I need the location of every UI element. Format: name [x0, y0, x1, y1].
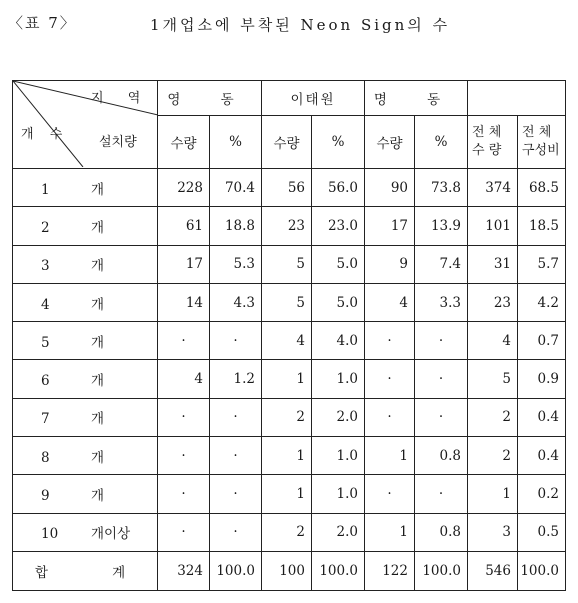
total-yd-q: 324	[158, 551, 210, 590]
row-count: 5	[41, 334, 50, 351]
total-label: 합 계	[13, 551, 158, 590]
cell-it-p: 4.0	[312, 322, 365, 360]
region-header-yeongdong: 영 동	[158, 81, 262, 116]
cell-md-p: 13.9	[415, 207, 468, 245]
table-row	[13, 398, 566, 436]
row-label	[13, 283, 158, 321]
table-row	[13, 283, 566, 321]
region-label: 지 역	[91, 91, 151, 106]
total-it-p: 100.0	[312, 551, 365, 590]
cell-md-q: 17	[365, 207, 415, 245]
row-unit: 개	[91, 411, 105, 428]
row-unit: 개	[91, 296, 105, 313]
region-header-itaewon: 이태원	[262, 81, 365, 116]
cell-yd-q: ·	[158, 513, 210, 551]
cell-tot-p: 0.4	[518, 398, 566, 436]
cell-md-p: 73.8	[415, 169, 468, 207]
row-count: 2	[41, 219, 50, 236]
cell-yd-p: 18.8	[210, 207, 262, 245]
table-row	[13, 437, 566, 475]
neon-sign-table	[12, 80, 566, 591]
cell-yd-p: ·	[210, 322, 262, 360]
row-unit: 개	[91, 373, 105, 390]
total-header-blank	[468, 81, 566, 116]
cell-yd-q: 228	[158, 169, 210, 207]
subheader-qty: 수량	[365, 116, 415, 169]
row-count: 9	[41, 488, 50, 505]
cell-it-q: 23	[262, 207, 312, 245]
cell-it-p: 2.0	[312, 398, 365, 436]
table-row	[13, 360, 566, 398]
subheader-pct: %	[415, 116, 468, 169]
table-row	[13, 475, 566, 513]
cell-yd-q: ·	[158, 437, 210, 475]
cell-tot-q: 2	[468, 437, 518, 475]
cell-tot-q: 3	[468, 513, 518, 551]
cell-it-p: 1.0	[312, 360, 365, 398]
subheader-qty: 수량	[262, 116, 312, 169]
cell-md-p: 0.8	[415, 513, 468, 551]
region-header-myeongdong: 명 동	[365, 81, 468, 116]
cell-yd-q: ·	[158, 475, 210, 513]
cell-yd-p: ·	[210, 475, 262, 513]
subheader-total-ratio-line2: 구성비	[522, 143, 560, 158]
subheader-qty: 수량	[158, 116, 210, 169]
cell-md-q: ·	[365, 322, 415, 360]
count-label: 개 수	[21, 127, 69, 142]
table-row	[13, 513, 566, 551]
cell-tot-q: 31	[468, 245, 518, 283]
cell-tot-p: 0.9	[518, 360, 566, 398]
row-unit: 개	[91, 488, 105, 505]
row-count: 10	[41, 526, 59, 543]
cell-yd-q: 17	[158, 245, 210, 283]
cell-tot-q: 23	[468, 283, 518, 321]
total-md-q: 122	[365, 551, 415, 590]
cell-md-p: 0.8	[415, 437, 468, 475]
subheader-total-ratio-line1: 전 체	[522, 125, 552, 140]
row-label	[13, 169, 158, 207]
cell-it-p: 5.0	[312, 245, 365, 283]
cell-tot-q: 1	[468, 475, 518, 513]
cell-it-q: 5	[262, 283, 312, 321]
cell-tot-q: 5	[468, 360, 518, 398]
subheader-total-qty-line1: 전 체	[472, 125, 502, 140]
cell-md-p: 3.3	[415, 283, 468, 321]
cell-tot-q: 101	[468, 207, 518, 245]
cell-it-q: 2	[262, 513, 312, 551]
cell-tot-p: 18.5	[518, 207, 566, 245]
cell-it-p: 56.0	[312, 169, 365, 207]
cell-yd-p: 4.3	[210, 283, 262, 321]
cell-tot-q: 2	[468, 398, 518, 436]
subheader-total-ratio	[518, 116, 566, 169]
row-label	[13, 437, 158, 475]
table-label: 〈표 7〉	[8, 14, 77, 32]
cell-yd-p: ·	[210, 513, 262, 551]
cell-md-p: ·	[415, 360, 468, 398]
row-unit: 개	[91, 219, 105, 236]
row-unit: 개	[91, 449, 105, 466]
table-row	[13, 322, 566, 360]
subheader-pct: %	[210, 116, 262, 169]
row-label	[13, 398, 158, 436]
cell-it-p: 5.0	[312, 283, 365, 321]
cell-md-q: ·	[365, 475, 415, 513]
cell-yd-p: 70.4	[210, 169, 262, 207]
cell-md-p: ·	[415, 475, 468, 513]
cell-md-q: 4	[365, 283, 415, 321]
cell-it-p: 1.0	[312, 475, 365, 513]
setcount-label: 설치량	[99, 135, 137, 150]
cell-it-q: 5	[262, 245, 312, 283]
cell-md-q: 1	[365, 437, 415, 475]
total-it-q: 100	[262, 551, 312, 590]
cell-tot-q: 4	[468, 322, 518, 360]
cell-it-p: 1.0	[312, 437, 365, 475]
cell-tot-p: 0.2	[518, 475, 566, 513]
cell-yd-p: ·	[210, 398, 262, 436]
cell-tot-q: 374	[468, 169, 518, 207]
total-md-p: 100.0	[415, 551, 468, 590]
row-label	[13, 360, 158, 398]
cell-md-q: 9	[365, 245, 415, 283]
cell-it-p: 23.0	[312, 207, 365, 245]
row-label	[13, 513, 158, 551]
subheader-total-qty	[468, 116, 518, 169]
cell-yd-q: ·	[158, 398, 210, 436]
row-label	[13, 245, 158, 283]
cell-tot-p: 68.5	[518, 169, 566, 207]
row-unit: 개	[91, 181, 105, 198]
row-count: 8	[41, 449, 50, 466]
cell-it-q: 56	[262, 169, 312, 207]
cell-it-p: 2.0	[312, 513, 365, 551]
row-count: 7	[41, 411, 50, 428]
cell-yd-p: 1.2	[210, 360, 262, 398]
row-label	[13, 475, 158, 513]
total-tot-p: 100.0	[518, 551, 566, 590]
cell-md-q: ·	[365, 360, 415, 398]
cell-it-q: 2	[262, 398, 312, 436]
row-count: 4	[41, 296, 50, 313]
total-row	[13, 551, 566, 590]
cell-tot-p: 4.2	[518, 283, 566, 321]
table-row	[13, 207, 566, 245]
cell-yd-q: ·	[158, 322, 210, 360]
cell-tot-p: 0.4	[518, 437, 566, 475]
cell-yd-q: 14	[158, 283, 210, 321]
row-count: 1	[41, 181, 50, 198]
row-unit: 개	[91, 258, 105, 275]
cell-tot-p: 0.5	[518, 513, 566, 551]
cell-it-q: 4	[262, 322, 312, 360]
cell-tot-p: 5.7	[518, 245, 566, 283]
cell-it-q: 1	[262, 475, 312, 513]
cell-yd-p: 5.3	[210, 245, 262, 283]
total-tot-q: 546	[468, 551, 518, 590]
total-yd-p: 100.0	[210, 551, 262, 590]
cell-md-p: ·	[415, 398, 468, 436]
row-unit: 개	[91, 334, 105, 351]
corner-header-cell	[13, 81, 158, 169]
cell-yd-p: ·	[210, 437, 262, 475]
cell-md-q: ·	[365, 398, 415, 436]
row-label	[13, 322, 158, 360]
cell-yd-q: 61	[158, 207, 210, 245]
table-title: 1개업소에 부착된 Neon Sign의 수	[150, 16, 451, 34]
row-count: 3	[41, 258, 50, 275]
cell-tot-p: 0.7	[518, 322, 566, 360]
cell-md-q: 1	[365, 513, 415, 551]
table-row	[13, 169, 566, 207]
subheader-total-qty-line2: 수 량	[472, 143, 502, 158]
subheader-pct: %	[312, 116, 365, 169]
cell-yd-q: 4	[158, 360, 210, 398]
row-label	[13, 207, 158, 245]
row-count: 6	[41, 373, 50, 390]
cell-it-q: 1	[262, 360, 312, 398]
cell-md-p: ·	[415, 322, 468, 360]
table-row	[13, 245, 566, 283]
cell-md-p: 7.4	[415, 245, 468, 283]
cell-md-q: 90	[365, 169, 415, 207]
row-unit: 개이상	[91, 526, 131, 543]
cell-it-q: 1	[262, 437, 312, 475]
